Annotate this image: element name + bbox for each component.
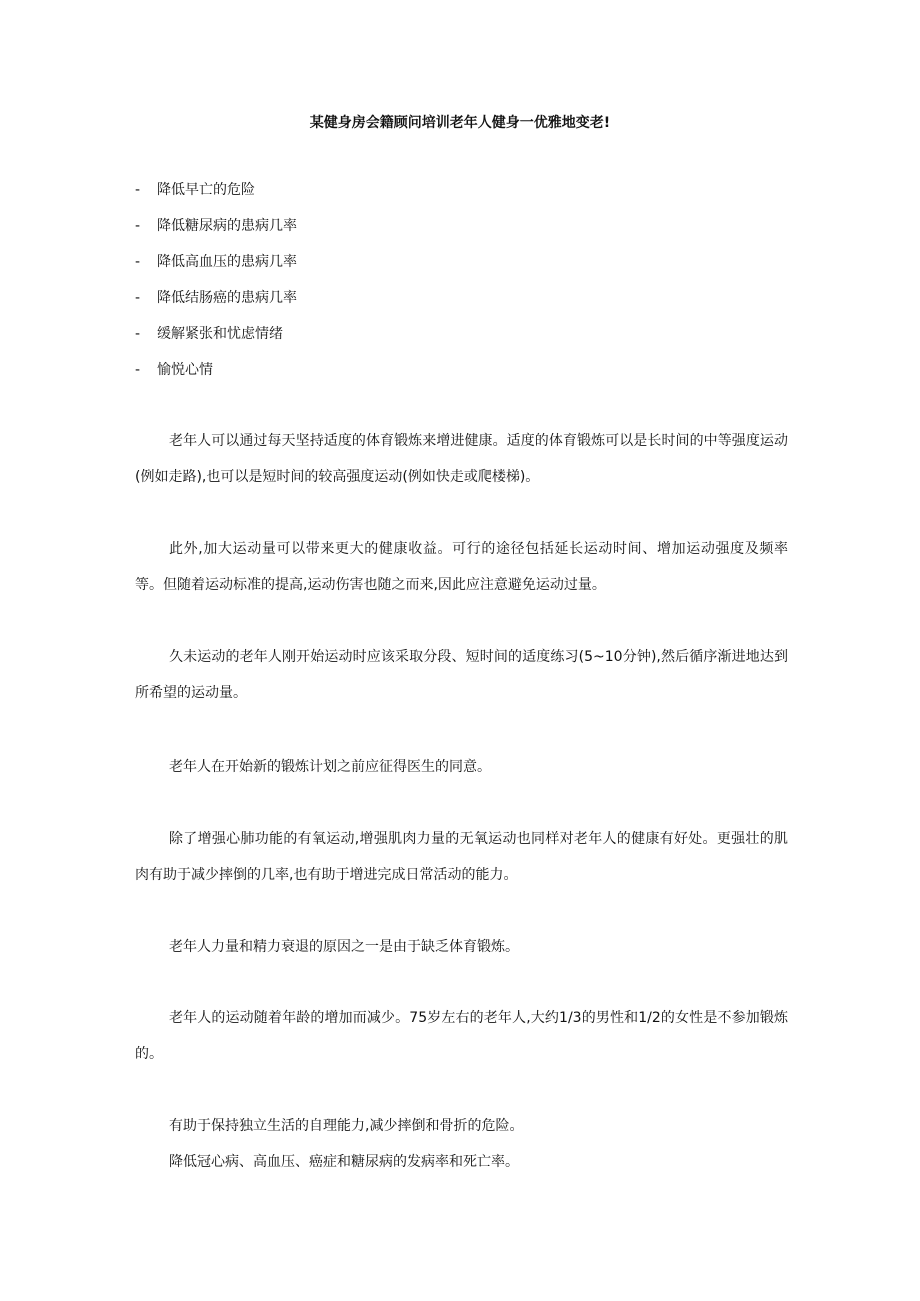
paragraph-moderate-exercise: 老年人可以通过每天坚持适度的体育锻炼来增进健康。适度的体育锻炼可以是长时间的中等强度运动(例如走路),也可以是短时间的较高强度运动(例如快走或爬楼梯)。 [135, 433, 788, 485]
list-item-text: 降低早亡的危险 [157, 182, 255, 198]
benefit-list [135, 178, 297, 394]
list-item-text: 降低结肠癌的患病几率 [157, 290, 297, 306]
dash-marker: - [135, 362, 141, 378]
list-item-text: 降低糖尿病的患病几率 [157, 218, 297, 234]
paragraph-disease-reduction: 降低冠心病、高血压、癌症和糖尿病的发病率和死亡率。 [169, 1154, 519, 1170]
list-item [135, 322, 297, 358]
paragraph-strength-training: 除了增强心肺功能的有氧运动,增强肌肉力量的无氧运动也同样对老年人的健康有好处。更强壮的肌肉有助于减少摔倒的几率,也有助于增进完成日常活动的能力。 [135, 831, 788, 883]
list-item-text: 降低高血压的患病几率 [157, 254, 297, 270]
dash-marker: - [135, 182, 141, 198]
list-item [135, 286, 297, 322]
list-item [135, 178, 297, 214]
paragraph-age-statistics: 老年人的运动随着年龄的增加而减少。75岁左右的老年人,大约1/3的男性和1/2的女性是不参加锻炼的。 [135, 1010, 788, 1062]
dash-marker: - [135, 326, 141, 342]
paragraph-independence: 有助于保持独立生活的自理能力,减少摔倒和骨折的危险。 [169, 1118, 524, 1134]
list-item [135, 214, 297, 250]
list-item-text: 愉悦心情 [157, 362, 213, 378]
dash-marker: - [135, 254, 141, 270]
list-item [135, 358, 297, 394]
paragraph-decline-cause: 老年人力量和精力衰退的原因之一是由于缺乏体育锻炼。 [169, 939, 519, 955]
paragraph-gradual-start: 久未运动的老年人刚开始运动时应该采取分段、短时间的适度练习(5~10分钟),然后循序渐进地达到所希望的运动量。 [135, 649, 788, 701]
dash-marker: - [135, 218, 141, 234]
dash-marker: - [135, 290, 141, 306]
paragraph-increase-exercise: 此外,加大运动量可以带来更大的健康收益。可行的途径包括延长运动时间、增加运动强度及频率等。但随着运动标准的提高,运动伤害也随之而来,因此应注意避免运动过量。 [135, 541, 788, 593]
document-title: 某健身房会籍顾问培训老年人健身一优雅地变老! [309, 115, 611, 131]
list-item [135, 250, 297, 286]
paragraph-doctor-consent: 老年人在开始新的锻炼计划之前应征得医生的同意。 [169, 759, 491, 775]
list-item-text: 缓解紧张和忧虑情绪 [157, 326, 283, 342]
